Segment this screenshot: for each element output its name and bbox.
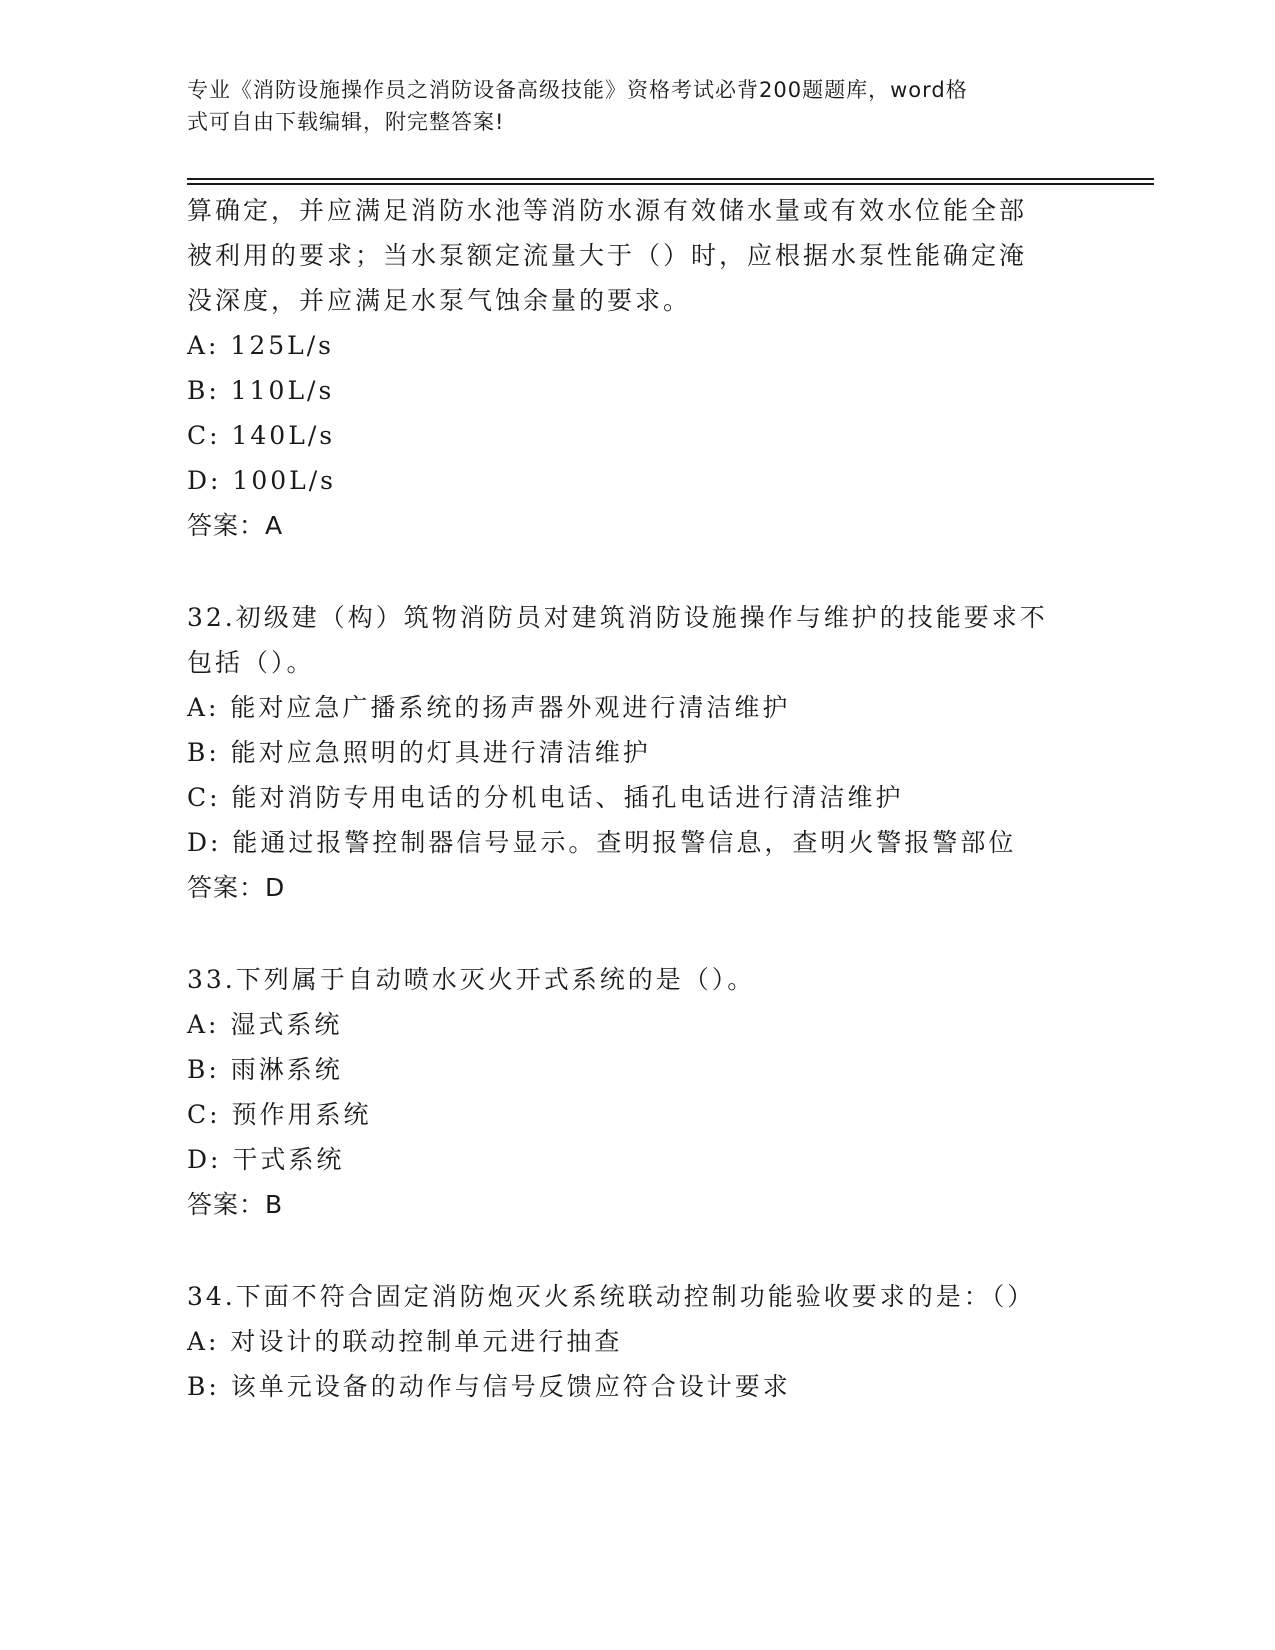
header-divider-top: [187, 178, 1154, 180]
header-line-1: 专业《消防设施操作员之消防设备高级技能》资格考试必背200题题库，word格: [187, 78, 968, 102]
option-d: D: 100L/s: [187, 466, 336, 495]
question-spacer: [187, 910, 1087, 957]
option-c: C: 预作用系统: [187, 1100, 372, 1129]
option-d: D: 能通过报警控制器信号显示。查明报警信息，查明火警报警部位: [187, 828, 1017, 857]
header-divider-bottom: [187, 183, 1154, 185]
option-b: B: 雨淋系统: [187, 1055, 343, 1084]
question-stem-line: 没深度，并应满足水泵气蚀余量的要求。: [187, 286, 692, 315]
question-stem-line: 34.下面不符合固定消防炮灭火系统联动控制功能验收要求的是：（）: [187, 1282, 1036, 1311]
option-a: A: 能对应急广播系统的扬声器外观进行清洁维护: [187, 693, 791, 722]
question-31: [187, 188, 1087, 548]
header-line-2: 式可自由下载编辑，附完整答案!: [187, 110, 505, 134]
option-d: D: 干式系统: [187, 1145, 345, 1174]
question-34: [187, 1274, 1087, 1409]
answer-line: 答案：D: [187, 873, 286, 902]
option-b: B: 能对应急照明的灯具进行清洁维护: [187, 738, 651, 767]
question-spacer: [187, 1227, 1087, 1274]
document-body: [187, 188, 1087, 1409]
question-stem-line: 33.下列属于自动喷水灭火开式系统的是（）。: [187, 965, 756, 994]
answer-line: 答案：B: [187, 1190, 284, 1219]
option-a: A: 对设计的联动控制单元进行抽查: [187, 1327, 623, 1356]
option-c: C: 140L/s: [187, 421, 336, 450]
document-header: [187, 74, 1067, 138]
option-b: B: 该单元设备的动作与信号反馈应符合设计要求: [187, 1372, 791, 1401]
option-a: A: 湿式系统: [187, 1010, 343, 1039]
question-stem-line: 包括（）。: [187, 648, 315, 677]
option-b: B: 110L/s: [187, 376, 335, 405]
question-stem-line: 算确定，并应满足消防水池等消防水源有效储水量或有效水位能全部: [187, 196, 1028, 225]
question-33: [187, 957, 1087, 1227]
option-c: C: 能对消防专用电话的分机电话、插孔电话进行清洁维护: [187, 783, 904, 812]
question-32: [187, 595, 1087, 910]
question-spacer: [187, 548, 1087, 595]
question-stem-line: 32.初级建（构）筑物消防员对建筑消防设施操作与维护的技能要求不: [187, 603, 1048, 632]
answer-line: 答案：A: [187, 511, 284, 540]
question-stem-line: 被利用的要求；当水泵额定流量大于（）时，应根据水泵性能确定淹: [187, 241, 1028, 270]
option-a: A: 125L/s: [187, 331, 334, 360]
